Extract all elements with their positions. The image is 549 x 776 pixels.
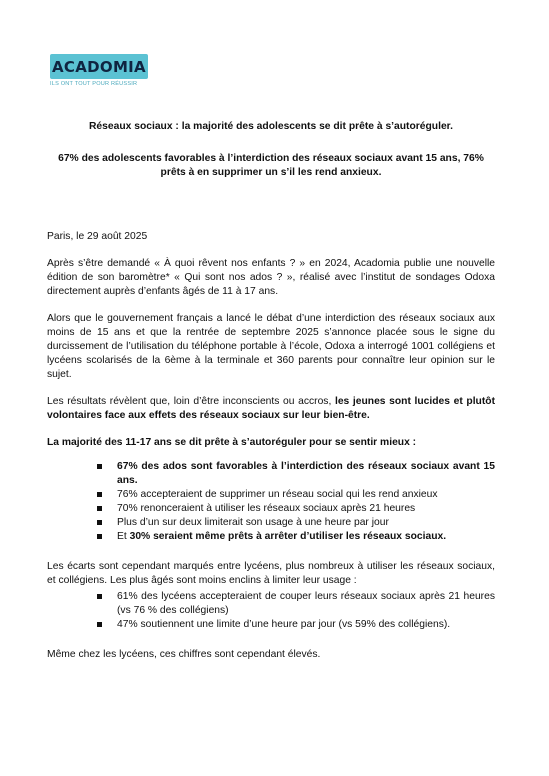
results-paragraph [47,395,495,423]
bullet-square-icon [97,520,102,525]
logo-text: ACADOMIA [52,57,146,76]
bullet-square-icon [97,594,102,599]
list-item: 70% renonceraient à utiliser les réseaux sociaux après 21 heures [97,502,495,516]
bullet-square-icon [97,534,102,539]
logo-tagline: ILS ONT TOUT POUR RÉUSSIR [50,81,138,87]
list-item: 76% accepteraient de supprimer un réseau social qui les rend anxieux [97,488,495,502]
results-text: Les résultats révèlent que, loin d’être inconscients ou accros, [47,396,335,407]
list-item: Plus d’un sur deux limiterait son usage à une heure par jour [97,516,495,530]
closing-paragraph: Même chez les lycéens, ces chiffres sont cependant élevés. [47,649,321,660]
bullet-square-icon [97,622,102,627]
list-item: Et 30% seraient même prêts à arrêter d’utiliser les réseaux sociaux. [97,530,495,544]
document-subtitle: 67% des adolescents favorables à l’interdiction des réseaux sociaux avant 15 ans, 76% prêts à en supprimer un s’il les rend anxieux. [58,153,484,178]
section-heading: La majorité des 11-17 ans se dit prête à s’autoréguler pour se sentir mieux : [47,437,417,448]
bullet-square-icon [97,506,102,511]
age-gap-list [47,590,495,632]
gap-paragraph: Les écarts sont cependant marqués entre lycéens, plus nombreux à utiliser les réseaux sociaux, et collégiens. Les plus âgés sont moins enclins à limiter leur usage : [47,561,495,586]
document-title: Réseaux sociaux : la majorité des adolescents se dit prête à s’autoréguler. [89,121,453,132]
dateline: Paris, le 29 août 2025 [47,231,148,242]
list-item: 61% des lycéens accepteraient de couper leurs réseaux sociaux après 21 heures (vs 76 % des collégiens) [97,590,495,618]
press-release [47,120,495,662]
list-item: 47% soutiennent une limite d’une heure par jour (vs 59% des collégiens). [97,618,495,632]
findings-list [47,460,495,544]
academia-logo [50,54,148,79]
context-paragraph: Alors que le gouvernement français a lancé le débat d’une interdiction des réseaux sociaux aux moins de 15 ans et que la rentrée de septembre 2025 s’annonce placée sous le signe du durcissement de l’utilisation du téléphone portable à l’école, Odoxa a interrogé 1001 collégiens et lycéens scolarisés de la 6ème à la terminale et 360 parents pour connaître leur opinion sur le sujet. [47,313,495,380]
bullet-square-icon [97,492,102,497]
results-highlight: les jeunes sont lucides et plutôt volontaires face aux effets des réseaux sociaux sur leur bien-être. [47,396,495,421]
intro-paragraph: Après s’être demandé « À quoi rêvent nos enfants ? » en 2024, Acadomia publie une nouvelle édition de son baromètre* « Qui sont nos ados ? », réalisé avec l’institut de sondages Odoxa directement auprès d’enfants âgés de 11 à 17 ans. [47,258,495,297]
bullet-square-icon [97,464,102,469]
list-item: 67% des ados sont favorables à l’interdiction des réseaux sociaux avant 15 ans. [97,460,495,488]
